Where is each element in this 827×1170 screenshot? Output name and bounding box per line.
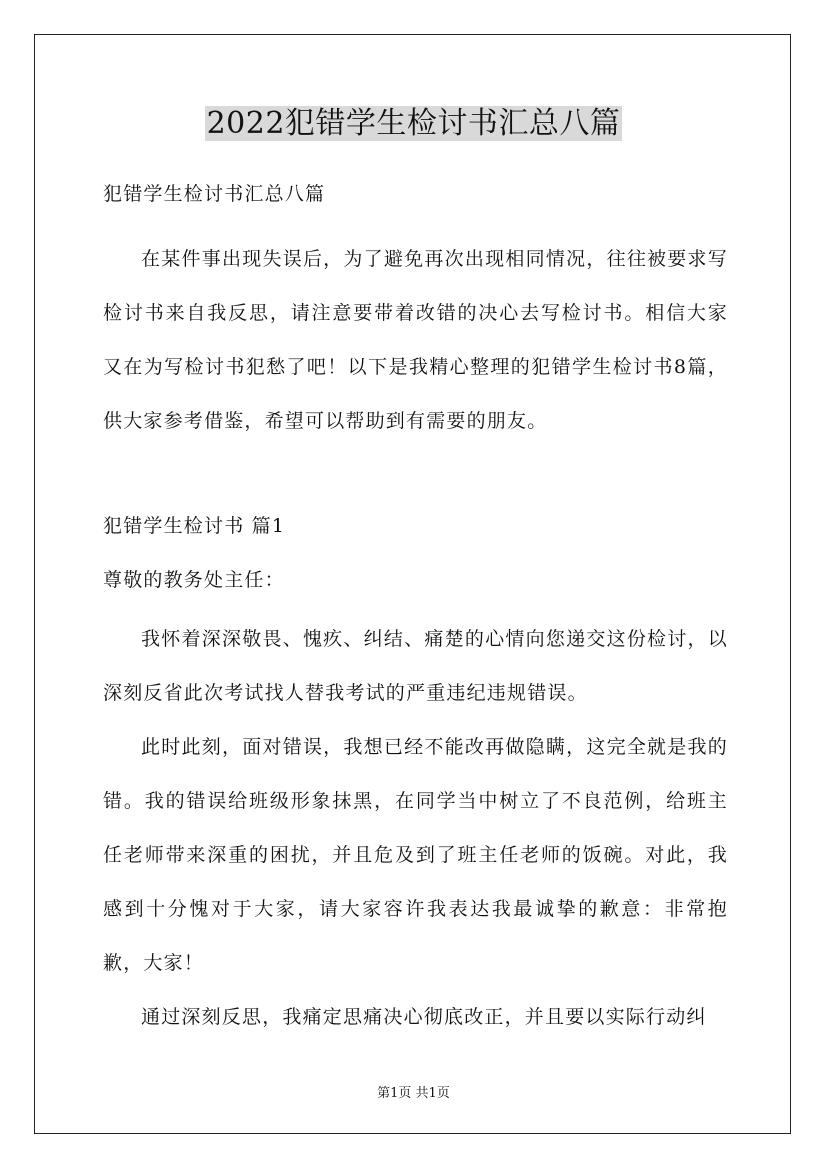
document-subtitle: 犯错学生检讨书汇总八篇 [103, 183, 326, 205]
intro-paragraph: 在某件事出现失误后，为了避免再次出现相同情况，往往被要求写检讨书来自我反思，请注意要带着改错的决心去写检讨书。相信大家又在为写检讨书犯愁了吧！以下是我精心整理的犯错学生检讨书8篇，供大家参考借鉴，希望可以帮助到有需要的朋友。 [103, 248, 728, 432]
salutation: 尊敬的教务处主任： [103, 569, 285, 591]
page-number: 第1页 共1页 [377, 1086, 450, 1101]
document-title [0, 104, 827, 144]
body-paragraph-2: 此时此刻，面对错误，我想已经不能改再做隐瞒，这完全就是我的错。我的错误给班级形象抹黑，在同学当中树立了不良范例，给班主任老师带来深重的困扰，并且危及到了班主任老师的饭碗。对此，我感到十分愧对于大家，请大家容许我表达我最诚挚的歉意：非常抱歉，大家！ [103, 736, 728, 974]
document-body [103, 172, 728, 1044]
document-title-text: 2022犯错学生检讨书汇总八篇 [206, 106, 621, 141]
section-heading: 犯错学生检讨书 篇1 [103, 515, 286, 537]
body-paragraph-3: 通过深刻反思，我痛定思痛决心彻底改正，并且要以实际行动纠 [141, 1006, 707, 1028]
page-footer [0, 1082, 827, 1101]
body-paragraph-1: 我怀着深深敬畏、愧疚、纠结、痛楚的心情向您递交这份检讨，以深刻反省此次考试找人替我考试的严重违纪违规错误。 [103, 628, 728, 704]
